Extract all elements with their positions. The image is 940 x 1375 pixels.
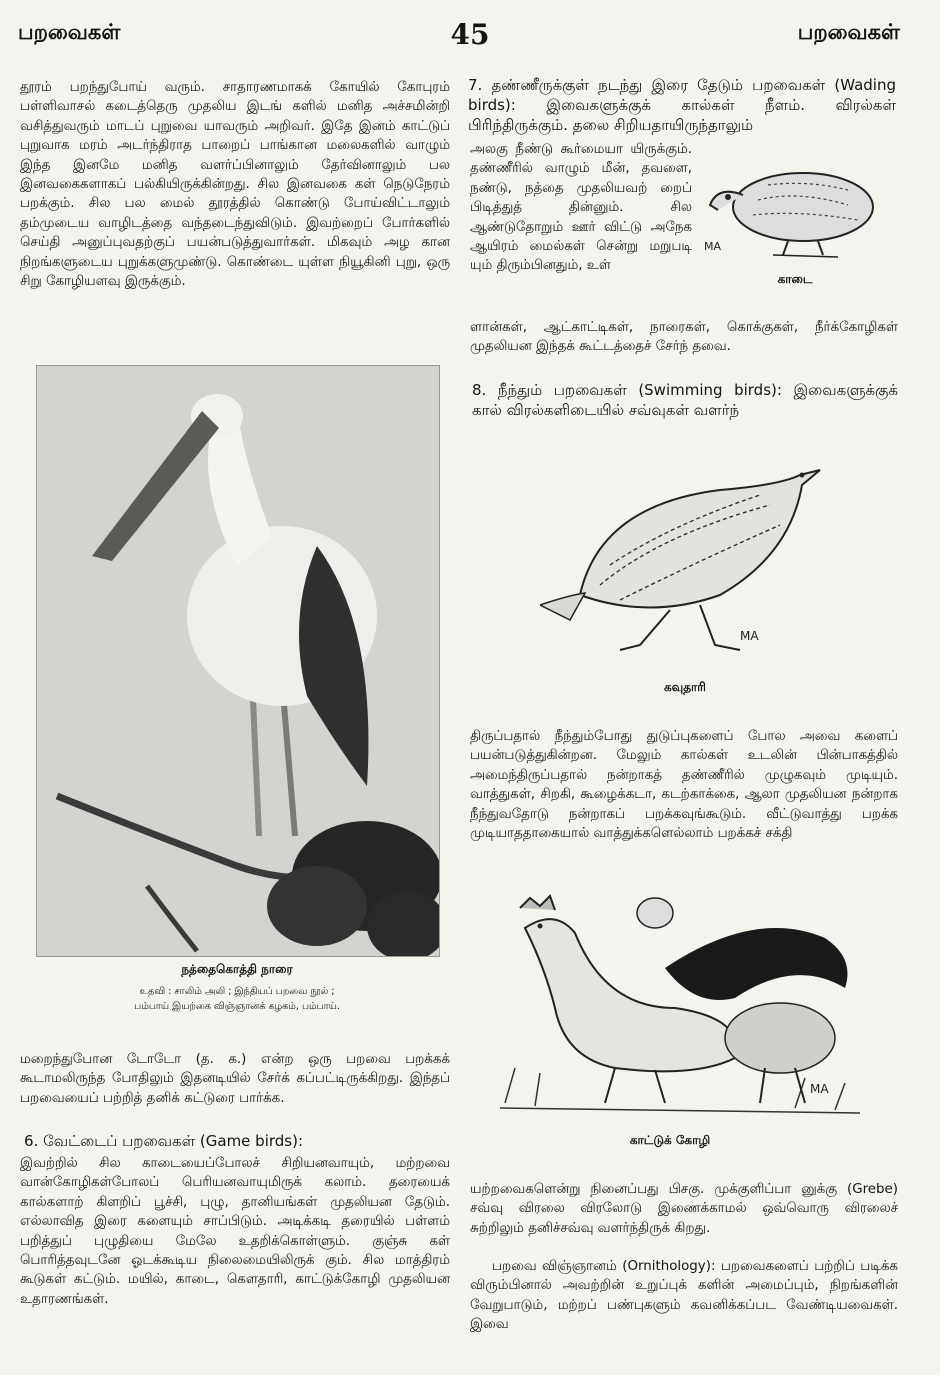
stork-credit-line-1: உதவி : சாலிம் அலி ; இந்தியப் பறவை நூல் ; [139,986,335,997]
right-paragraph-swimming-birds: திருப்பதால் நீந்தும்போது துடுப்புகளைப் போல அவை களைப் பயன்படுத்துகின்றன. மேலும் கால்கள் உடலின் பின்பாகத்தில் அமைந்திருப்பதால் நன்றாகத் தண்ணீரில் முழுகவும் முடியும். வாத்துகள், சிறகி, கூழைக்கடா, கடற்காக்கை, ஆலா முதலியன நன்றாக நீந்துவதோடு நன்றாகப் பறக்கவுங்கூடும். வீட்டுவாத்து பறக்க முடியாததாகையால் வாத்துக்களெல்லாம் பறக்கச் சக்தி [470,729,898,842]
heading-game-birds: 6. வேட்டைப் பறவைகள் (Game birds): [24,1132,304,1150]
heading-wading-birds: 7. தண்ணீருக்குள் நடந்து இரை தேடும் பறவைகள் (Wading birds): இவைகளுக்குக் கால்கள் நீளம். விரல்கள் பிரிந்திருக்கும். தலை சிறியதாயிருந்தாலும் [468,76,896,134]
right-paragraph-wading-continued: ளான்கள், ஆட்காட்டிகள், நாரைகள், கொக்குகள், நீர்க்கோழிகள் முதலியன இந்தக் கூட்டத்தைச் சேர்ந் தவை. [470,320,898,355]
running-header-right: பறவைகள் [797,20,900,44]
junglefowl-caption: காட்டுக் கோழி [629,1133,711,1147]
right-paragraph-ornithology: பறவை விஞ்ஞானம் (Ornithology): பறவைகளைப் பற்றிப் படிக்க விரும்பினால் அவற்றின் உறுப்புக் களின் அமைப்பும், நிறங்களின் வேறுபாடும், மற்றப் பண்புகளும் கவனிக்கப்பட வேண்டியவைகள். இவை [470,1259,898,1333]
partridge-caption: கவுதாரி [664,680,706,694]
stork-caption: நத்தைகொத்தி நாரை [181,962,293,976]
quail-drawing [698,155,890,265]
svg-text:MA: MA [704,240,722,253]
heading-swimming-birds: 8. நீந்தும் பறவைகள் (Swimming birds): இவைகளுக்குக் கால் விரல்களிடையில் சவ்வுகள் வளர்ந் [472,381,898,419]
right-paragraph-grebe: யற்றவைகளென்று நினைப்பது பிசகு. முக்குளிப்பா னுக்கு (Grebe) சவ்வு விரலை விரலோடு இணைக்காமல் ஒவ்வொரு விரலைச் சுற்றிலும் தனிச்சவ்வு வளர்ந்திருக் கிறது. [470,1182,898,1236]
left-paragraph-dodo: மறைந்துபோன டோடோ (த. க.) என்ற ஒரு பறவை பறக்கக் கூடாமலிருந்த போதிலும் இதனடியில் சேர்க் கப்பட்டிருக்கிறது. இந்தப் பறவையைப் பற்றித் தனிக் கட்டுரை பார்க்க. [20,1052,450,1106]
left-paragraph-game-birds: இவற்றில் சில காடையைப்போலச் சிறியனவாயும், மற்றவை வான்கோழிகள்போலப் பெரியனவாயுமிருக் கலாம். தரையைக் கால்களாற் கிளறிப் பூச்சி, புழு, தானியங்கள் முதலியன தேடும். எல்லாவித இரை களையும் சாப்பிடும். அடிக்கடி தரையில் பள்ளம் பறித்துப் புழுதியை மேலே உதறிக்கொள்ளும். குஞ்சு கள் பொரித்தவுடனே ஓடக்கூடிய நிலைமையிலிருக் கும். சில மாத்திரம் கூடுகள் கட்டும். மயில், காடை, கௌதாரி, காட்டுக்கோழி முதலியன உதாரணங்கள். [20,1156,450,1307]
right-paragraph-wading-birds: அலகு நீண்டு கூர்மையா யிருக்கும். தண்ணீரில் வாழும் மீன், தவளை, நண்டு, நத்தை முதலியவற் றைப் பிடித்துத் தின்னும். சில ஆண்டுதோறும் ஊர் விட்டு அநேக ஆயிரம் மைல்கள் சென்று மறுபடி யும் திரும்பினதும், உள் [470,142,692,274]
quail-caption: காடை [777,272,813,286]
stork-photograph [36,365,440,957]
partridge-drawing [540,445,840,665]
left-paragraph-pigeons: தூரம் பறந்துபோய் வரும். சாதாரணமாகக் கோயில் கோபுரம் பள்ளிவாசல் கடைத்தெரு முதலிய இடங் களில் மனித அச்சமின்றி வசித்துவரும் மாடப் புறுவை யாவரும் அறிவர். இதே இனம் காட்டுப் புறுவாக மரம் அடர்ந்திராத பாறைப் பாங்கான மலைகளில் வாழும் இந்த இனமே மனித வளர்ப்பினாலும் தேர்வினாலும் பல இனவகைகளாகப் பல்கியிருக்கின்றது. சில இனவகை கள் நெடுநேரம் பறக்கும். சில பல மைல் தூரத்தில் கொண்டு போய்விட்டாலும் தம்முடைய வாழிடத்தை வந்தடைந்துவிடும். இவற்றைப் போர்களில் செய்தி அனுப்புவதற்குப் பயன்படுத்துவார்கள். மிகவும் அழ கான நிறங்களுடைய புறுக்களுமுண்டு. கொண்டை யுள்ள நியூகினி புறு, ஒரு சிறு கோழியளவு இருக்கும். [20,80,450,290]
running-header-left: பறவைகள் [18,20,121,44]
svg-text:MA: MA [740,629,759,643]
page-number: 45 [450,18,490,51]
svg-text:MA: MA [810,1082,829,1096]
stork-credit-line-2: பம்பாய் இயற்கை விஞ்ஞானக் கழகம், பம்பாய். [134,1001,340,1012]
junglefowl-drawing [495,888,865,1123]
